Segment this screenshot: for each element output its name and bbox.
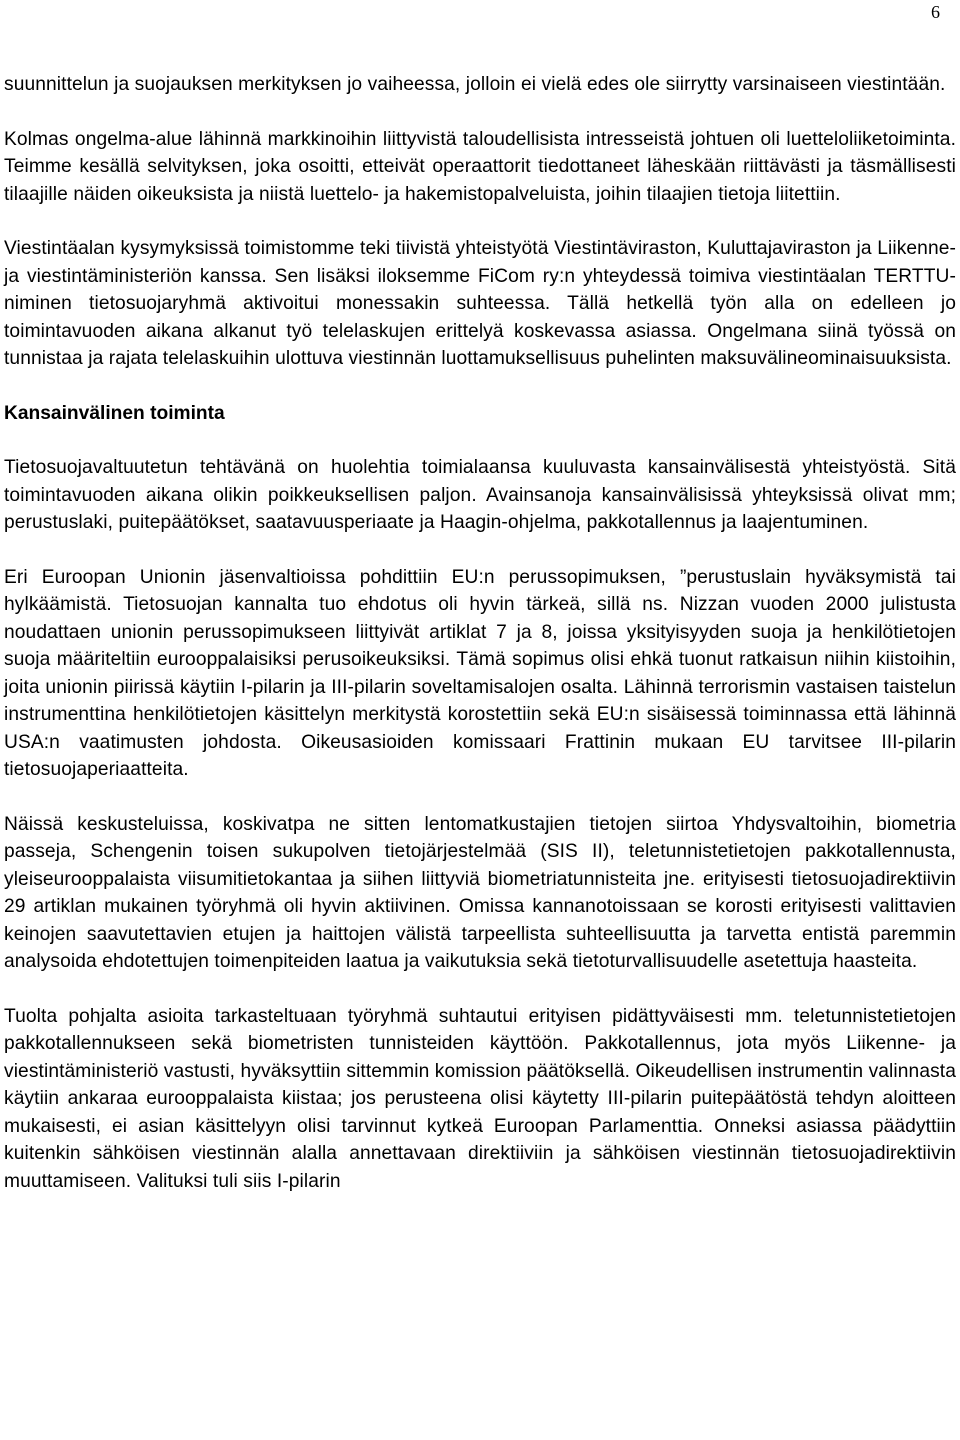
- page-number: 6: [931, 2, 940, 22]
- paragraph-3: Viestintäalan kysymyksissä toimistomme teki tiivistä yhteistyötä Viestintäviraston, Kuluttajaviraston ja Liikenne- ja viestintäministeriön kanssa. Sen lisäksi iloksemme FiCom ry:n yhteydessä toimiva viestintäalan TERTTU-niminen tietosuojaryhmä aktivoitui monessakin suhteessa. Tällä hetkellä työn alla on edelleen jo toimintavuoden aikana alkanut työ telelaskujen erittelyä koskevassa asiassa. Ongelmana siinä työssä on tunnistaa ja rajata telelaskuihin ulottuva viestinnän luottamuksellisuus puhelinten maksuvälineominaisuuksista.: [4, 238, 956, 369]
- document-body: [4, 71, 956, 1195]
- paragraph-1: suunnittelun ja suojauksen merkityksen jo vaiheessa, jolloin ei vielä edes ole siirrytty varsinaiseen viestintään.: [4, 74, 946, 95]
- paragraph-6: Näissä keskusteluissa, koskivatpa ne sitten lentomatkustajien tietojen siirtoa Yhdysvaltoihin, biometria passeja, Schengenin toisen sukupolven tietojärjestelmää (SIS II), teletunnistetietojen pakkotallennusta, yleiseurooppalaista viisumitietokantaa ja siihen liittyviä biometriatunnisteita jne. erityisesti tietosuojadirektiivin 29 artiklan mukainen työryhmä oli hyvin aktiivinen. Omissa kannanotoissaan se korosti erityisesti valittavien keinojen saavutettavien etujen ja haittojen välistä tarpeellista suhteellisuutta ja tarvetta entistä paremmin analysoida ehdotettujen toimenpiteiden laatua ja vaikutuksia sekä tietoturvallisuudelle asetettuja haasteita.: [4, 813, 956, 972]
- paragraph-4: Tietosuojavaltuutetun tehtävänä on huolehtia toimialaansa kuuluvasta kansainvälisestä yhteistyöstä. Sitä toimintavuoden aikana olikin poikkeuksellisen paljon. Avainsanoja kansainvälisissä yhteyksissä olivat mm; perustuslaki, puitepäätökset, saatavuusperiaate ja Haagin-ohjelma, pakkotallennus ja laajentuminen.: [4, 457, 956, 533]
- paragraph-7: Tuolta pohjalta asioita tarkasteltuaan työryhmä suhtautui erityisen pidättyväisesti mm. teletunnistetietojen pakkotallennukseen sekä biometristen tunnisteiden käyttöön. Pakkotallennus, jota myös Liikenne- ja viestintäministeriö vastusti, hyväksyttiin sittemmin komission päätöksellä. Oikeudellisen instrumentin valinnasta käytiin ankaraa eurooppalaista kiistaa; jos perusteena olisi käytetty III-pilarin puitepäätöstä tehdyn aloitteen mukaisesti, ei asian käsittelyyn olisi tarvinnut kytkeä Euroopan Parlamenttia. Onneksi asiassa päädyttiin kuitenkin sähköisen viestinnän alalla annettavaan direktiiviin ja sähköisen viestinnän tietosuojadirektiivin muuttamiseen. Valituksi tuli siis I-pilarin: [4, 1005, 956, 1192]
- paragraph-2: Kolmas ongelma-alue lähinnä markkinoihin liittyvistä taloudellisista intresseistä johtuen oli luetteloliiketoiminta. Teimme kesällä selvityksen, joka osoitti, etteivät operaattorit tiedottaneet läheskään riittävästi ja täsmällisesti tilaajille näiden oikeuksista ja niistä luettelo- ja hakemistopalveluista, joihin tilaajien tietoja liitettiin.: [4, 128, 956, 205]
- paragraph-5: Eri Euroopan Unionin jäsenvaltioissa pohdittiin EU:n perussopimuksen, ”perustuslain hyväksymistä tai hylkäämistä. Tietosuojan kannalta tuo ehdotus oli hyvin tärkeä, sillä ns. Nizzan vuoden 2000 julistusta noudattaen unionin perussopimukseen liittyivät artiklat 7 ja 8, joissa yksityisyyden suoja ja henkilötietojen suoja määriteltiin eurooppalaisiksi perusoikeuksiksi. Tämä sopimus olisi ehkä tuonut ratkaisun niihin kiistoihin, joita unionin piirissä käytiin I-pilarin ja III-pilarin soveltamisalojen osalta. Lähinnä terrorismin vastaisen taistelun instrumenttina henkilötietojen käsittelyn merkitystä korostettiin sekä EU:n sisäisessä toiminnassa että lähinnä USA:n vaatimusten johdosta. Oikeusasioiden komissaari Frattinin mukaan EU tarvitsee III-pilarin tietosuojaperiaatteita.: [4, 566, 956, 780]
- section-heading: Kansainvälinen toiminta: [4, 402, 225, 424]
